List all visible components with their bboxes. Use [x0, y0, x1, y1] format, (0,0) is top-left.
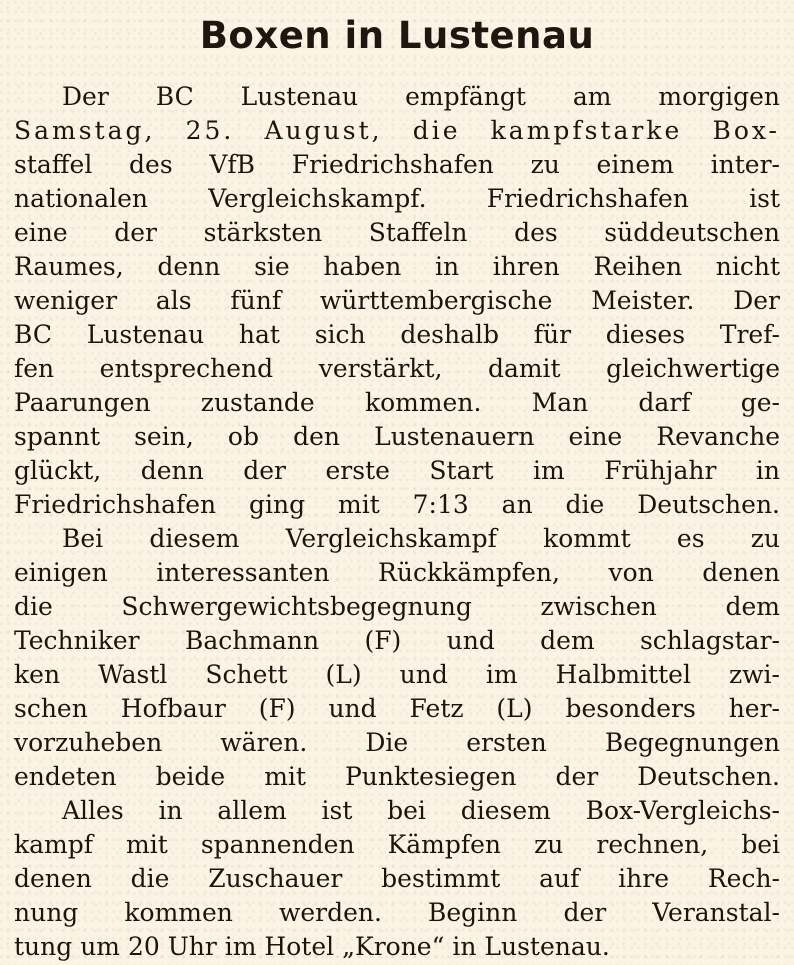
article-line: schen Hofbaur (F) und Fetz (L) besonders her- — [14, 694, 780, 723]
article-line: BC Lustenau hat sich deshalb für dieses Tref- — [14, 320, 780, 349]
article-line: Samstag, 25. August, die kampfstarke Box- — [14, 116, 780, 145]
article-line: einigen interessanten Rückkämpfen, von denen — [14, 558, 780, 587]
article-line: staffel des VfB Friedrichshafen zu einem inter- — [14, 150, 780, 179]
article-line: nationalen Vergleichskampf. Friedrichshafen ist — [14, 184, 780, 213]
article-line: endeten beide mit Punktesiegen der Deutschen. — [14, 762, 780, 791]
article-body — [14, 80, 780, 964]
article-line: vorzuheben wären. Die ersten Begegnungen — [14, 728, 780, 757]
article-line: denen die Zuschauer bestimmt auf ihre Rech- — [14, 864, 780, 893]
article-line: spannt sein, ob den Lustenauern eine Revanche — [14, 422, 780, 451]
article-line: glückt, denn der erste Start im Frühjahr in — [14, 456, 780, 485]
article-headline: Boxen in Lustenau — [199, 14, 595, 57]
article-line: Techniker Bachmann (F) und dem schlagstar- — [14, 626, 780, 655]
article-line: Bei diesem Vergleichskampf kommt es zu — [62, 524, 780, 553]
article-line: die Schwergewichtsbegegnung zwischen dem — [14, 592, 780, 621]
article-line: eine der stärksten Staffeln des süddeutschen — [14, 218, 780, 247]
article-line: ken Wastl Schett (L) und im Halbmittel zwi- — [14, 660, 780, 689]
article-line: Raumes, denn sie haben in ihren Reihen nicht — [14, 252, 780, 281]
article-line: Paarungen zustande kommen. Man darf ge- — [14, 388, 780, 417]
article-line: Alles in allem ist bei diesem Box-Vergleichs- — [62, 796, 780, 825]
article-line: weniger als fünf württembergische Meister. Der — [14, 286, 780, 315]
article-line: tung um 20 Uhr im Hotel „Krone“ in Lustenau. — [14, 932, 610, 961]
article-line: nung kommen werden. Beginn der Veranstal- — [14, 898, 780, 927]
article-line: Der BC Lustenau empfängt am morgigen — [62, 82, 780, 111]
article-line: kampf mit spannenden Kämpfen zu rechnen, bei — [14, 830, 780, 859]
article-line: fen entsprechend verstärkt, damit gleichwertige — [14, 354, 780, 383]
article-line: Friedrichshafen ging mit 7:13 an die Deutschen. — [14, 490, 780, 519]
